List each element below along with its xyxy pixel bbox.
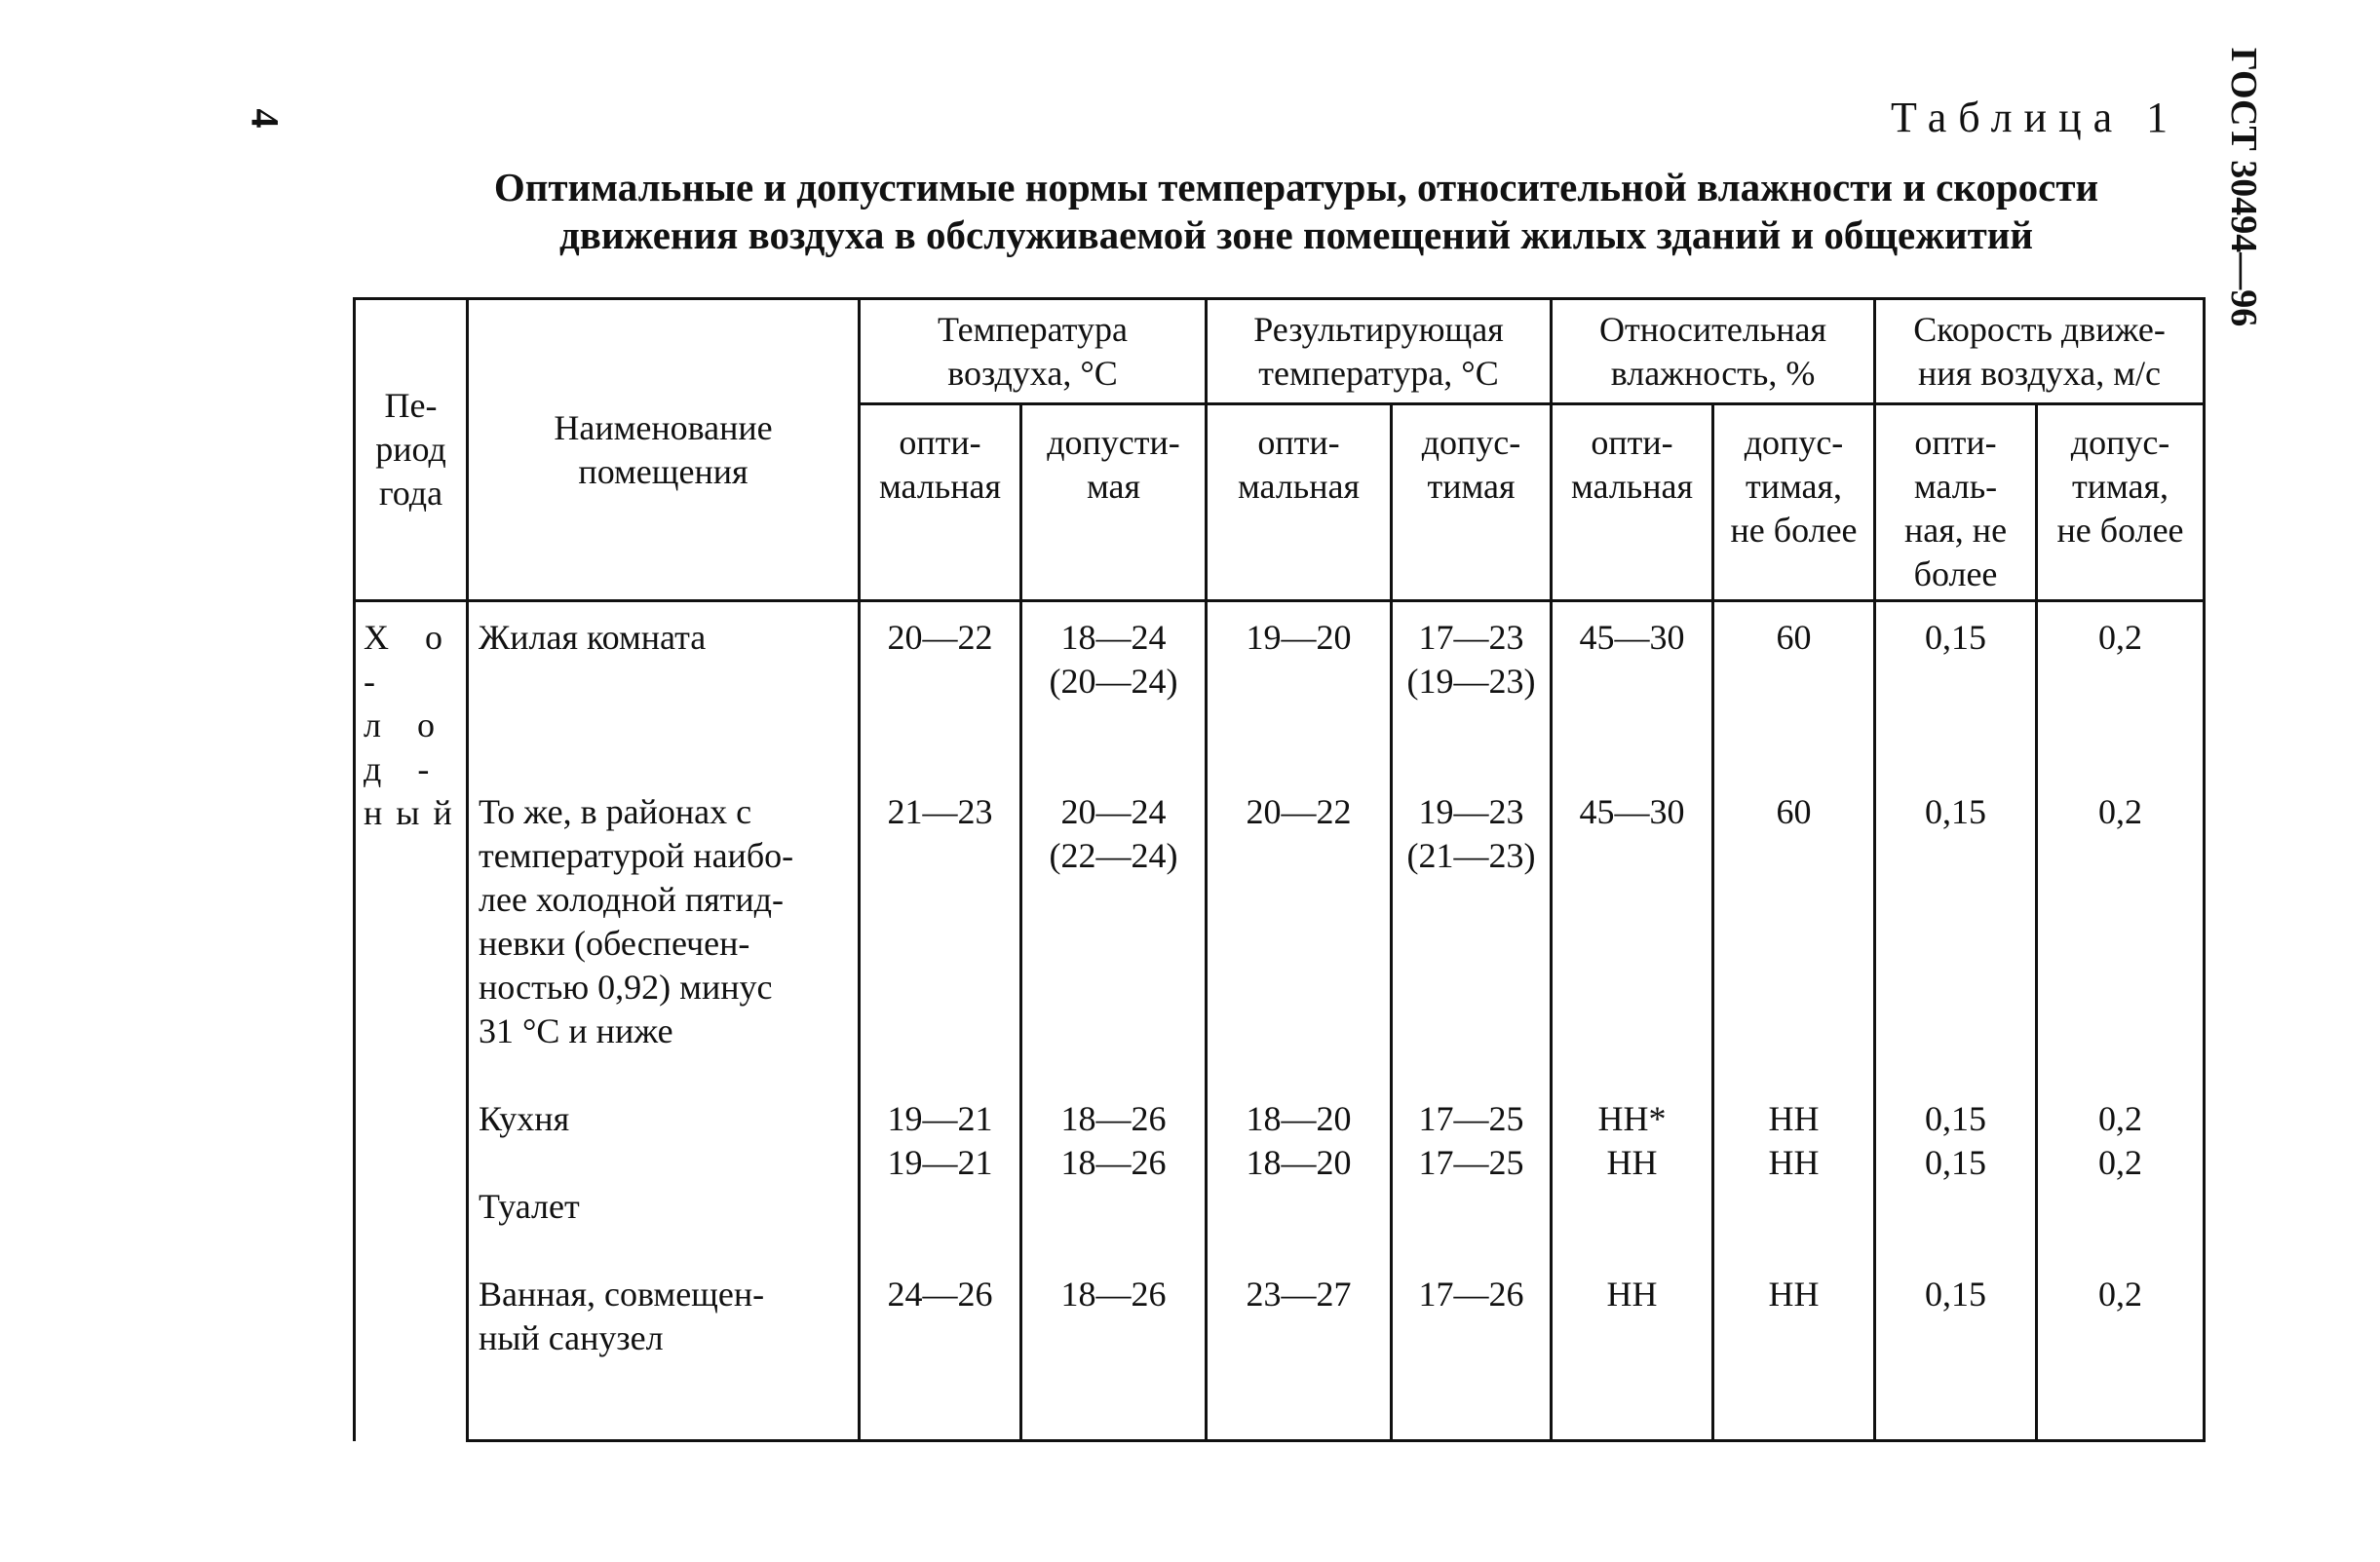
value-line: 0,2 [2098,791,2143,831]
value-cell [1207,1259,1392,1441]
table-row [355,1084,2205,1259]
value-line: 17—25 [1418,1098,1524,1138]
value-line: 21—23 [887,791,993,831]
value-line: 19—21 [887,1098,993,1138]
header-line: опти- [1591,423,1673,462]
value-line: НН [1768,1142,1820,1182]
header-line: Пе- [384,386,438,425]
value-line: 60 [1776,618,1812,657]
value-cell [1713,1259,1875,1441]
room-name [468,1084,860,1259]
header-line: Относительная [1599,309,1827,349]
header-line: помещения [578,451,749,491]
room-line: температурой наибо- [479,835,794,875]
value-line: (22—24) [1049,835,1178,875]
table-title-line: Оптимальные и допустимые нормы температуры, относительной влажности и скорости [493,165,2099,210]
header-line: мальная [1237,467,1360,506]
header-line: Результирующая [1253,309,1504,349]
value-cell [1713,601,1875,777]
header-line: воздуха, °С [947,353,1118,393]
value-cell [1021,1259,1207,1441]
value-line: 18—26 [1060,1274,1167,1314]
value-cell [2037,1084,2205,1259]
header-line: года [378,474,443,513]
value-cell [1875,1259,2037,1441]
value-line: 24—26 [887,1274,993,1314]
table-row [355,777,2205,1084]
value-line: 20—22 [887,618,993,657]
period-line: л о д - [364,705,448,788]
spacer [479,1141,852,1185]
value-line: (19—23) [1406,662,1536,701]
table-label: Таблица 1 [1891,94,2180,141]
value-line: 45—30 [1579,618,1685,657]
value-line: НН [1606,1142,1658,1182]
value-line: 0,15 [1925,1274,1987,1314]
value-cell [1392,1259,1552,1441]
value-line: 60 [1776,791,1812,831]
room-line: Кухня [479,1098,570,1138]
header-air-velocity [1875,299,2205,404]
room-line: Туалет [479,1186,580,1226]
period-line: ный [364,793,466,832]
room-line: лее холодной пятид- [479,879,784,919]
value-line: 19—20 [1246,618,1352,657]
value-cell [1552,1084,1713,1259]
header-line: температура, °С [1258,353,1499,393]
value-line: 18—26 [1060,1142,1167,1182]
period-cell [355,601,468,1441]
value-cell [1552,601,1713,777]
header-period [355,299,468,601]
header-optimal [1207,404,1392,601]
value-cell [1713,777,1875,1084]
header-line: мальная [878,467,1001,506]
value-line: 20—22 [1246,791,1352,831]
value-line: 18—20 [1246,1142,1352,1182]
header-relative-humidity [1552,299,1875,404]
header-line: опти- [1914,423,1997,462]
table-row [355,601,2205,777]
value-line: 18—20 [1246,1098,1352,1138]
room-name [468,1259,860,1441]
value-cell [1021,1084,1207,1259]
header-line: влажность, % [1610,353,1816,393]
table-title-line: движения воздуха в обслуживаемой зоне помещений жилых зданий и общежитий [559,212,2033,257]
value-line: 0,2 [2098,1274,2143,1314]
header-line: Скорость движе- [1913,309,2166,349]
header-permissible [1021,404,1207,601]
value-line: 45—30 [1579,791,1685,831]
value-line: 0,15 [1925,1142,1987,1182]
value-cell [860,1259,1021,1441]
header-permissible [1713,404,1875,601]
value-line: 0,2 [2098,1142,2143,1182]
value-line: 0,2 [2098,618,2143,657]
value-cell [860,777,1021,1084]
header-line: маль- [1913,467,1998,506]
header-line: допус- [1421,423,1521,462]
value-line: 0,2 [2098,1098,2143,1138]
header-line: тимая, [2071,467,2169,506]
value-line: 0,15 [1925,791,1987,831]
value-cell [2037,601,2205,777]
value-line: 19—21 [887,1142,993,1182]
header-air-temperature [860,299,1207,404]
value-cell [1713,1084,1875,1259]
value-line: 0,15 [1925,618,1987,657]
value-cell [1021,601,1207,777]
value-line: НН [1768,1274,1820,1314]
value-line: НН [1768,1098,1820,1138]
value-line: 18—26 [1060,1098,1167,1138]
standard-code: ГОСТ 30494—96 [2223,47,2264,327]
value-cell [1552,777,1713,1084]
value-line: 18—24 [1060,618,1167,657]
header-line: не более [2056,511,2184,550]
value-cell [2037,777,2205,1084]
value-cell [1207,1084,1392,1259]
period-line: Х о - [364,618,456,701]
value-line: 20—24 [1060,791,1167,831]
value-cell [1392,777,1552,1084]
value-line: 0,15 [1925,1098,1987,1138]
room-name [468,777,860,1084]
room-name [468,601,860,777]
value-cell [860,1084,1021,1259]
page-number: 4 [243,108,288,129]
header-line: мая [1086,467,1141,506]
room-line: То же, в районах с [479,791,752,831]
room-line: 31 °С и ниже [479,1010,673,1050]
room-line: ностью 0,92) минус [479,967,773,1007]
header-optimal [1552,404,1713,601]
header-line: мальная [1571,467,1694,506]
header-line: тимая [1427,467,1516,506]
value-cell [1392,601,1552,777]
header-line: тимая, [1745,467,1843,506]
value-line: НН* [1597,1098,1667,1138]
value-cell [1875,601,2037,777]
value-cell [1392,1084,1552,1259]
header-optimal [860,404,1021,601]
value-line: 23—27 [1246,1274,1352,1314]
value-line: НН [1606,1274,1658,1314]
table-row [355,1259,2205,1441]
header-optimal [1875,404,2037,601]
value-cell [2037,1259,2205,1441]
header-line: допус- [1744,423,1844,462]
value-line: (20—24) [1049,662,1178,701]
header-line: допус- [2070,423,2170,462]
header-room [468,299,860,601]
header-permissible [1392,404,1552,601]
header-line: допусти- [1047,423,1180,462]
header-resulting-temperature [1207,299,1552,404]
value-line: (21—23) [1406,835,1536,875]
header-line: Температура [938,309,1128,349]
header-line: Наименование [554,407,773,447]
header-line: более [1913,554,1998,593]
table-title [370,164,2222,259]
value-cell [1207,601,1392,777]
value-line: 17—26 [1418,1274,1524,1314]
header-line: риод [375,430,446,469]
value-cell [860,601,1021,777]
room-line: ный санузел [479,1317,664,1357]
room-line: невки (обеспечен- [479,923,750,963]
header-line: опти- [899,423,981,462]
header-line: ная, не [1904,511,2008,550]
header-permissible [2037,404,2205,601]
room-line: Ванная, совмещен- [479,1274,765,1314]
value-line: 17—23 [1418,618,1524,657]
value-cell [1552,1259,1713,1441]
value-cell [1875,777,2037,1084]
norms-table [353,297,2206,1442]
header-line: не более [1730,511,1858,550]
header-line: ния воздуха, м/с [1918,353,2162,393]
value-line: 17—25 [1418,1142,1524,1182]
value-line: 19—23 [1418,791,1524,831]
value-cell [1875,1084,2037,1259]
room-line: Жилая комната [479,618,707,657]
value-cell [1207,777,1392,1084]
header-line: опти- [1257,423,1340,462]
value-cell [1021,777,1207,1084]
